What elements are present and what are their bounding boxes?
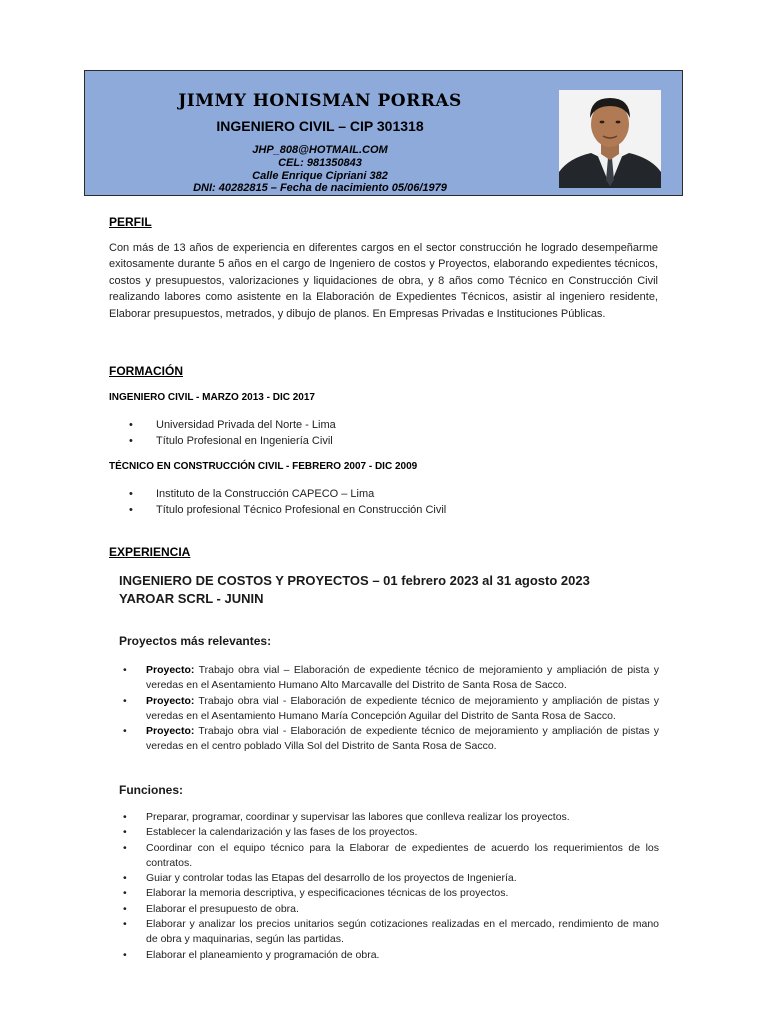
functions-heading: Funciones:: [119, 783, 184, 797]
perfil-text: Con más de 13 años de experiencia en diferentes cargos en el sector construcción he logrado desempeñarme exitosamente durante 5 años en el cargo de Ingeniero de costos y Proyectos, elaborando expedientes técnicos, costos y presupuestos, valorizaciones y liquidaciones de obra, y 8 años como Técnico en Construcción Civil realizando labores como asistente en la Elaboración de Expedientes Técnicos, asistir al ingeniero residente, Elaborar presupuestos, metrados, y dibujo de planos. En Empresas Privadas e Instituciones Públicas.: [109, 242, 658, 320]
candidate-email: JHP_808@HOTMAIL.COM: [252, 144, 388, 156]
portrait-image: [559, 90, 661, 188]
experiencia-heading: EXPERIENCIA: [109, 545, 191, 559]
list-item: • Elaborar el planeamiento y programación de obra.: [119, 948, 659, 963]
job-company: YAROAR SCRL - JUNIN: [119, 591, 264, 606]
project-text: Trabajo obra vial - Elaboración de expediente técnico de mejoramiento y ampliación de pistas y veredas en el centro poblado Villa Sol del Distrito de Santa Rosa de Sacco.: [146, 725, 659, 753]
list-item: • Establecer la calendarización y las fases de los proyectos.: [119, 825, 659, 840]
resume-header: [84, 70, 683, 196]
list-item: • Universidad Privada del Norte - Lima: [129, 417, 336, 433]
list-item: • Coordinar con el equipo técnico para la Elaborar de expedientes de acuerdo los requerimientos de los contratos.: [119, 841, 659, 872]
candidate-dni: DNI: 40282815 – Fecha de nacimiento 05/06/1979: [193, 182, 447, 194]
list-item: • Elaborar la memoria descriptiva, y especificaciones técnicas de los proyectos.: [119, 886, 659, 901]
project-text: Trabajo obra vial - Elaboración de expediente técnico de mejoramiento y ampliación de pistas y veredas en el Asentamiento Humano María Concepción Aguilar del Distrito de Santa Rosa de Sacco.: [146, 694, 659, 722]
list-item: • Guiar y controlar todas las Etapas del desarrollo de los proyectos de Ingeniería.: [119, 871, 659, 886]
list-item: [119, 694, 659, 725]
candidate-title: INGENIERO CIVIL – CIP 301318: [216, 118, 424, 134]
formacion-heading: FORMACIÓN: [109, 364, 183, 378]
candidate-name: JIMMY HONISMAN PORRAS: [178, 91, 462, 111]
profile-photo: [559, 90, 661, 188]
project-text: Trabajo obra vial – Elaboración de expediente técnico de mejoramiento y ampliación de pista y veredas en el Asentamiento Humano Alto Marcavalle del Distrito de Santa Rosa de Sacco.: [146, 664, 659, 692]
perfil-heading: PERFIL: [109, 215, 152, 229]
formacion-entry-list: [129, 417, 336, 449]
formacion-entry-title: TÉCNICO EN CONSTRUCCIÓN CIVIL - FEBRERO 2007 - DIC 2009: [109, 461, 418, 472]
list-item: [119, 724, 659, 755]
functions-list: [119, 810, 659, 963]
formacion-entry-list: [129, 486, 446, 518]
list-item: • Título profesional Técnico Profesional en Construcción Civil: [129, 502, 446, 518]
list-item: • Título Profesional en Ingeniería Civil: [129, 433, 336, 449]
candidate-phone: CEL: 981350843: [278, 157, 362, 169]
projects-heading: Proyectos más relevantes:: [119, 634, 272, 648]
list-item: • Preparar, programar, coordinar y supervisar las labores que conlleva realizar los proyectos.: [119, 810, 659, 825]
list-item: • Elaborar y analizar los precios unitarios según cotizaciones realizadas en el mercado, rendimiento de mano de obra y maquinarias, según las partidas.: [119, 917, 659, 948]
list-item: [119, 663, 659, 694]
list-item: • Elaborar el presupuesto de obra.: [119, 902, 659, 917]
candidate-address: Calle Enrique Cipriani 382: [252, 170, 388, 182]
project-label: Proyecto:: [146, 694, 195, 707]
formacion-entry-title: INGENIERO CIVIL - MARZO 2013 - DIC 2017: [109, 392, 315, 403]
projects-list: [119, 663, 659, 755]
project-label: Proyecto:: [146, 664, 195, 676]
project-label: Proyecto:: [146, 725, 195, 738]
job-title: INGENIERO DE COSTOS Y PROYECTOS – 01 febrero 2023 al 31 agosto 2023: [119, 573, 590, 588]
list-item: • Instituto de la Construcción CAPECO – Lima: [129, 486, 446, 502]
